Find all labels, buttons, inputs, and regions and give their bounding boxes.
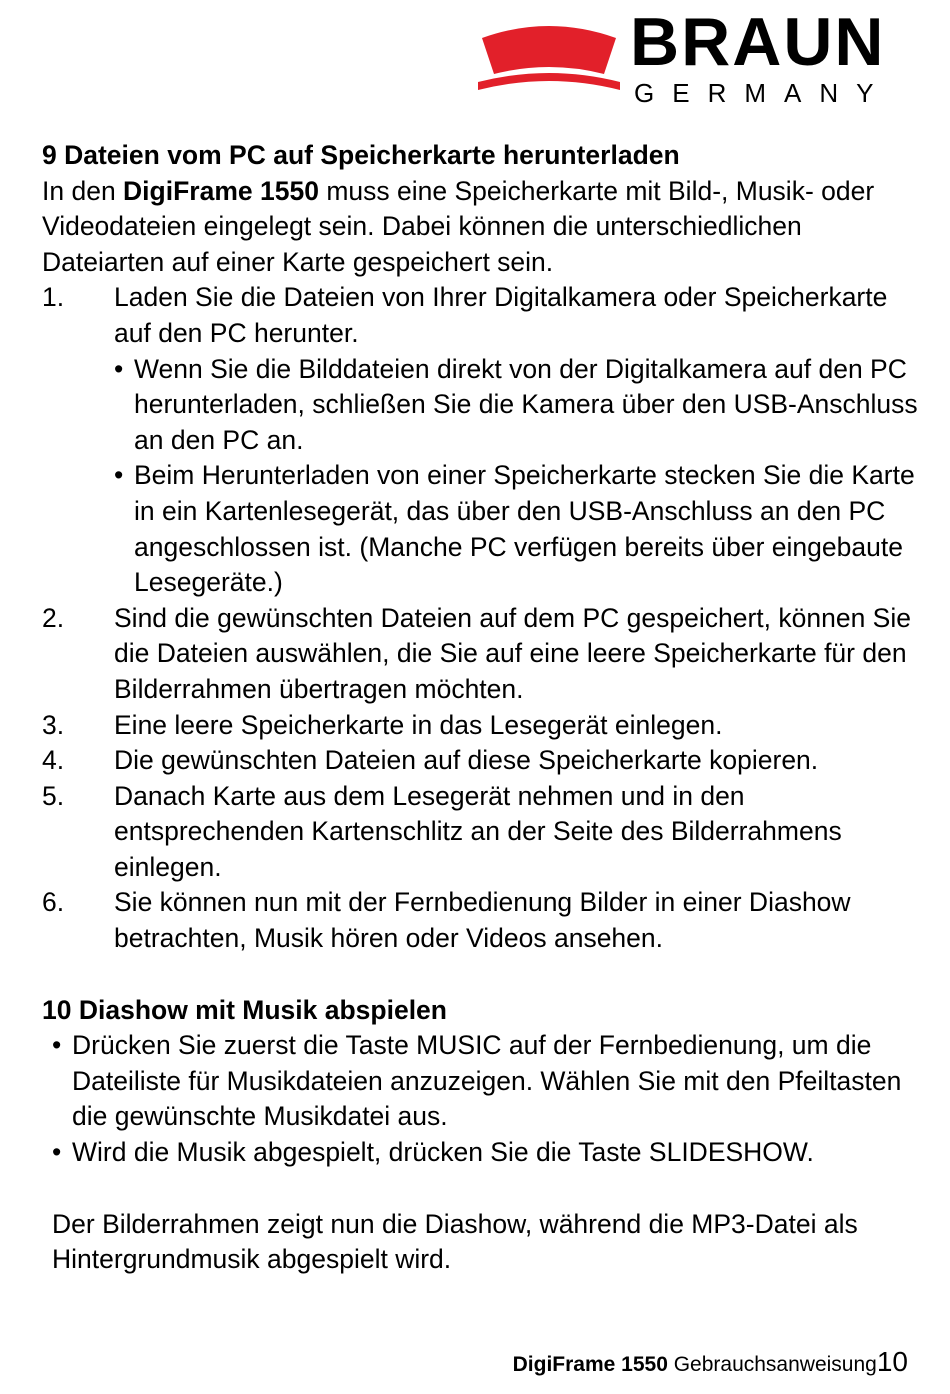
section-10-heading: 10 Diashow mit Musik abspielen	[42, 994, 447, 1025]
bullet-text: Beim Herunterladen von einer Speicherkarte stecken Sie die Karte in ein Kartenlesegerät, das über den USB-Anschluss an den PC angeschlossen ist. (Manche PC verfügen bereits über eingebaute Lesegeräte.)	[134, 460, 915, 598]
step-text: Sie können nun mit der Fernbedienung Bilder in einer Diashow betrachten, Musik hören oder Videos ansehen.	[114, 887, 851, 954]
bullet-item	[42, 1028, 922, 1135]
intro-product: DigiFrame 1550	[123, 175, 319, 206]
step-5	[42, 779, 922, 886]
step-text: Die gewünschten Dateien auf diese Speicherkarte kopieren.	[114, 745, 819, 776]
page-number: 10	[876, 1346, 908, 1377]
bullet-text: Wird die Musik abgespielt, drücken Sie die Taste SLIDESHOW.	[72, 1137, 814, 1168]
bullet-item	[42, 1135, 922, 1171]
step-6	[42, 885, 922, 956]
bullet-item	[42, 458, 922, 600]
step-number: 5.	[42, 780, 65, 811]
bullet-text: Drücken Sie zuerst die Taste MUSIC auf der Fernbedienung, um die Dateiliste für Musikdateien anzuzeigen. Wählen Sie mit den Pfeiltasten die gewünschte Musikdatei aus.	[72, 1030, 902, 1132]
step-1	[42, 280, 922, 351]
step-number: 3.	[42, 709, 65, 740]
bullet-item	[42, 352, 922, 459]
step-number: 4.	[42, 745, 65, 776]
document-body	[42, 138, 922, 1278]
bullet-icon: •	[114, 460, 124, 491]
footer-doc: Gebrauchsanweisung	[667, 1353, 877, 1376]
intro-pre: In den	[42, 175, 124, 206]
step-text: Laden Sie die Dateien von Ihrer Digitalkamera oder Speicherkarte auf den PC herunter.	[114, 282, 888, 348]
brand-name: BRAUN	[630, 4, 886, 80]
step-number: 2.	[42, 602, 65, 633]
bullet-icon: •	[52, 1030, 62, 1061]
bullet-text: Wenn Sie die Bilddateien direkt von der Digitalkamera auf den PC herunterladen, schließen Sie die Kamera über den USB-Anschluss an den PC an.	[134, 353, 918, 455]
step-text: Eine leere Speicherkarte in das Lesegerät einlegen.	[114, 709, 723, 740]
brand-subtitle: GERMANY	[634, 78, 892, 108]
bullet-icon: •	[114, 353, 124, 384]
section-10-note: Der Bilderrahmen zeigt nun die Diashow, während die MP3-Datei als Hintergrundmusik abgespielt wird.	[52, 1208, 858, 1275]
step-2	[42, 601, 922, 708]
step-number: 6.	[42, 887, 65, 918]
step-text: Danach Karte aus dem Lesegerät nehmen und in den entsprechenden Kartenschlitz an der Seite des Bilderrahmens einlegen.	[114, 780, 842, 882]
section-9-heading: 9 Dateien vom PC auf Speicherkarte herunterladen	[42, 140, 680, 170]
step-4	[42, 743, 922, 779]
bullet-icon: •	[52, 1137, 62, 1168]
page-footer	[513, 1346, 908, 1378]
braun-logo	[474, 4, 914, 108]
intro-post: muss eine Speicherkarte mit Bild-, Musik- oder Videodateien eingelegt sein. Dabei können die unterschiedlichen Dateiarten auf einer Karte gespeichert sein.	[42, 175, 875, 277]
step-number: 1.	[42, 282, 65, 313]
braun-arc-icon	[474, 12, 624, 104]
step-text: Sind die gewünschten Dateien auf dem PC gespeichert, können Sie die Dateien auswählen, die Sie auf eine leere Speicherkarte für den Bilderrahmen übertragen möchten.	[114, 602, 911, 704]
footer-product: DigiFrame 1550	[512, 1353, 668, 1376]
step-3	[42, 708, 922, 744]
section-9-intro	[42, 174, 922, 281]
